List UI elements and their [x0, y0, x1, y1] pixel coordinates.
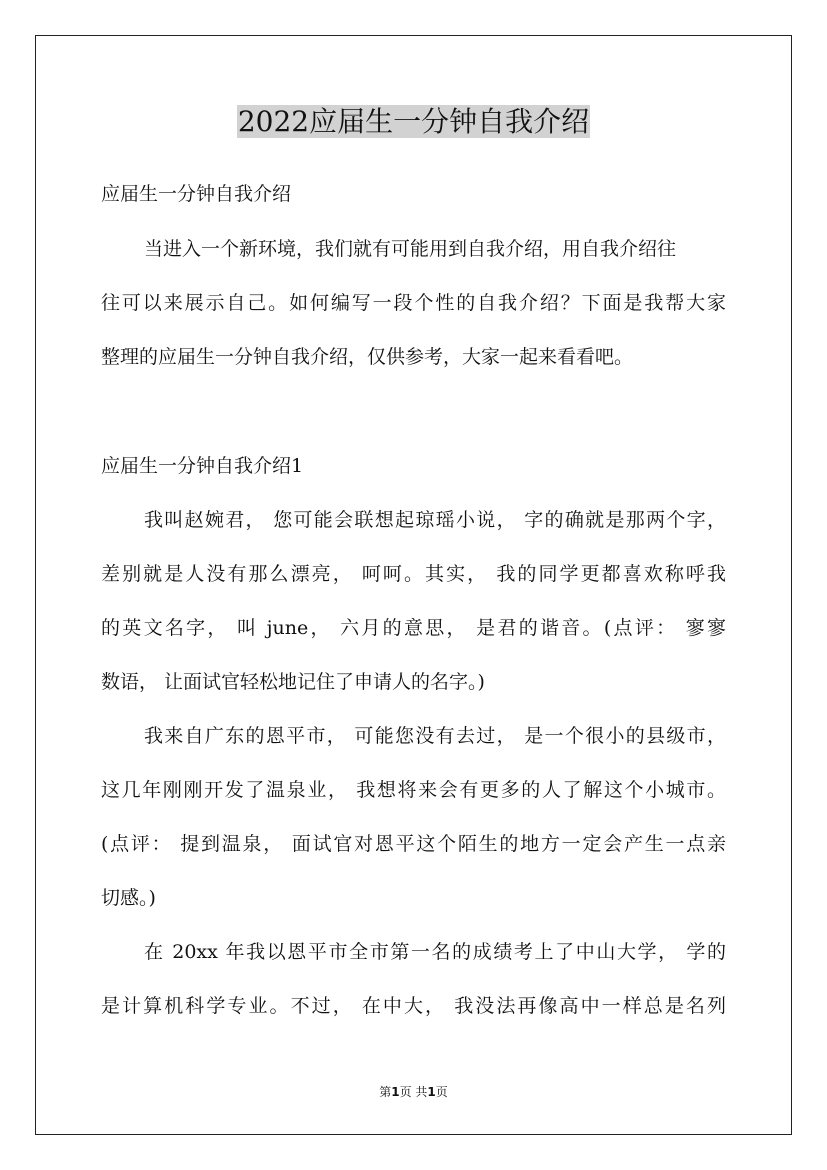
body-line: 的英文名字， 叫 june， 六月的意思， 是君的谐音。(点评： 寥寥 [101, 617, 726, 639]
body-line: 我叫赵婉君， 您可能会联想起琼瑶小说， 字的确就是那两个字， [144, 509, 726, 531]
page-footer [0, 1084, 827, 1100]
body-line: (点评： 提到温泉， 面试官对恩平这个陌生的地方一定会产生一点亲 [101, 833, 726, 855]
body-line: 切感。) [101, 887, 156, 909]
footer-mid: 页 共 [399, 1085, 428, 1099]
body-line: 我来自广东的恩平市， 可能您没有去过， 是一个很小的县级市， [144, 725, 726, 747]
document-title-text: 2022应届生一分钟自我介绍 [237, 105, 590, 138]
intro-line: 往可以来展示自己。如何编写一段个性的自我介绍？下面是我帮大家 [101, 292, 726, 314]
footer-page-number: 1 [391, 1085, 400, 1099]
body-line: 在 20xx 年我以恩平市全市第一名的成绩考上了中山大学， 学的 [144, 941, 726, 963]
body-line: 这几年刚刚开发了温泉业， 我想将来会有更多的人了解这个小城市。 [101, 779, 726, 801]
intro-line: 当进入一个新环境，我们就有可能用到自我介绍，用自我介绍往 [144, 238, 677, 260]
footer-total-pages: 1 [427, 1085, 436, 1099]
footer-prefix: 第 [379, 1085, 392, 1099]
document-title [0, 102, 827, 142]
body-line: 差别就是人没有那么漂亮， 呵呵。其实， 我的同学更都喜欢称呼我 [101, 563, 726, 585]
section-heading: 应届生一分钟自我介绍1 [101, 455, 304, 477]
body-line: 是计算机科学专业。不过， 在中大， 我没法再像高中一样总是名列 [101, 995, 726, 1017]
document-subtitle: 应届生一分钟自我介绍 [101, 183, 292, 205]
body-line: 数语， 让面试官轻松地记住了申请人的名字。) [101, 671, 485, 693]
footer-suffix: 页 [435, 1085, 448, 1099]
intro-line: 整理的应届生一分钟自我介绍，仅供参考，大家一起来看看吧。 [101, 346, 634, 368]
